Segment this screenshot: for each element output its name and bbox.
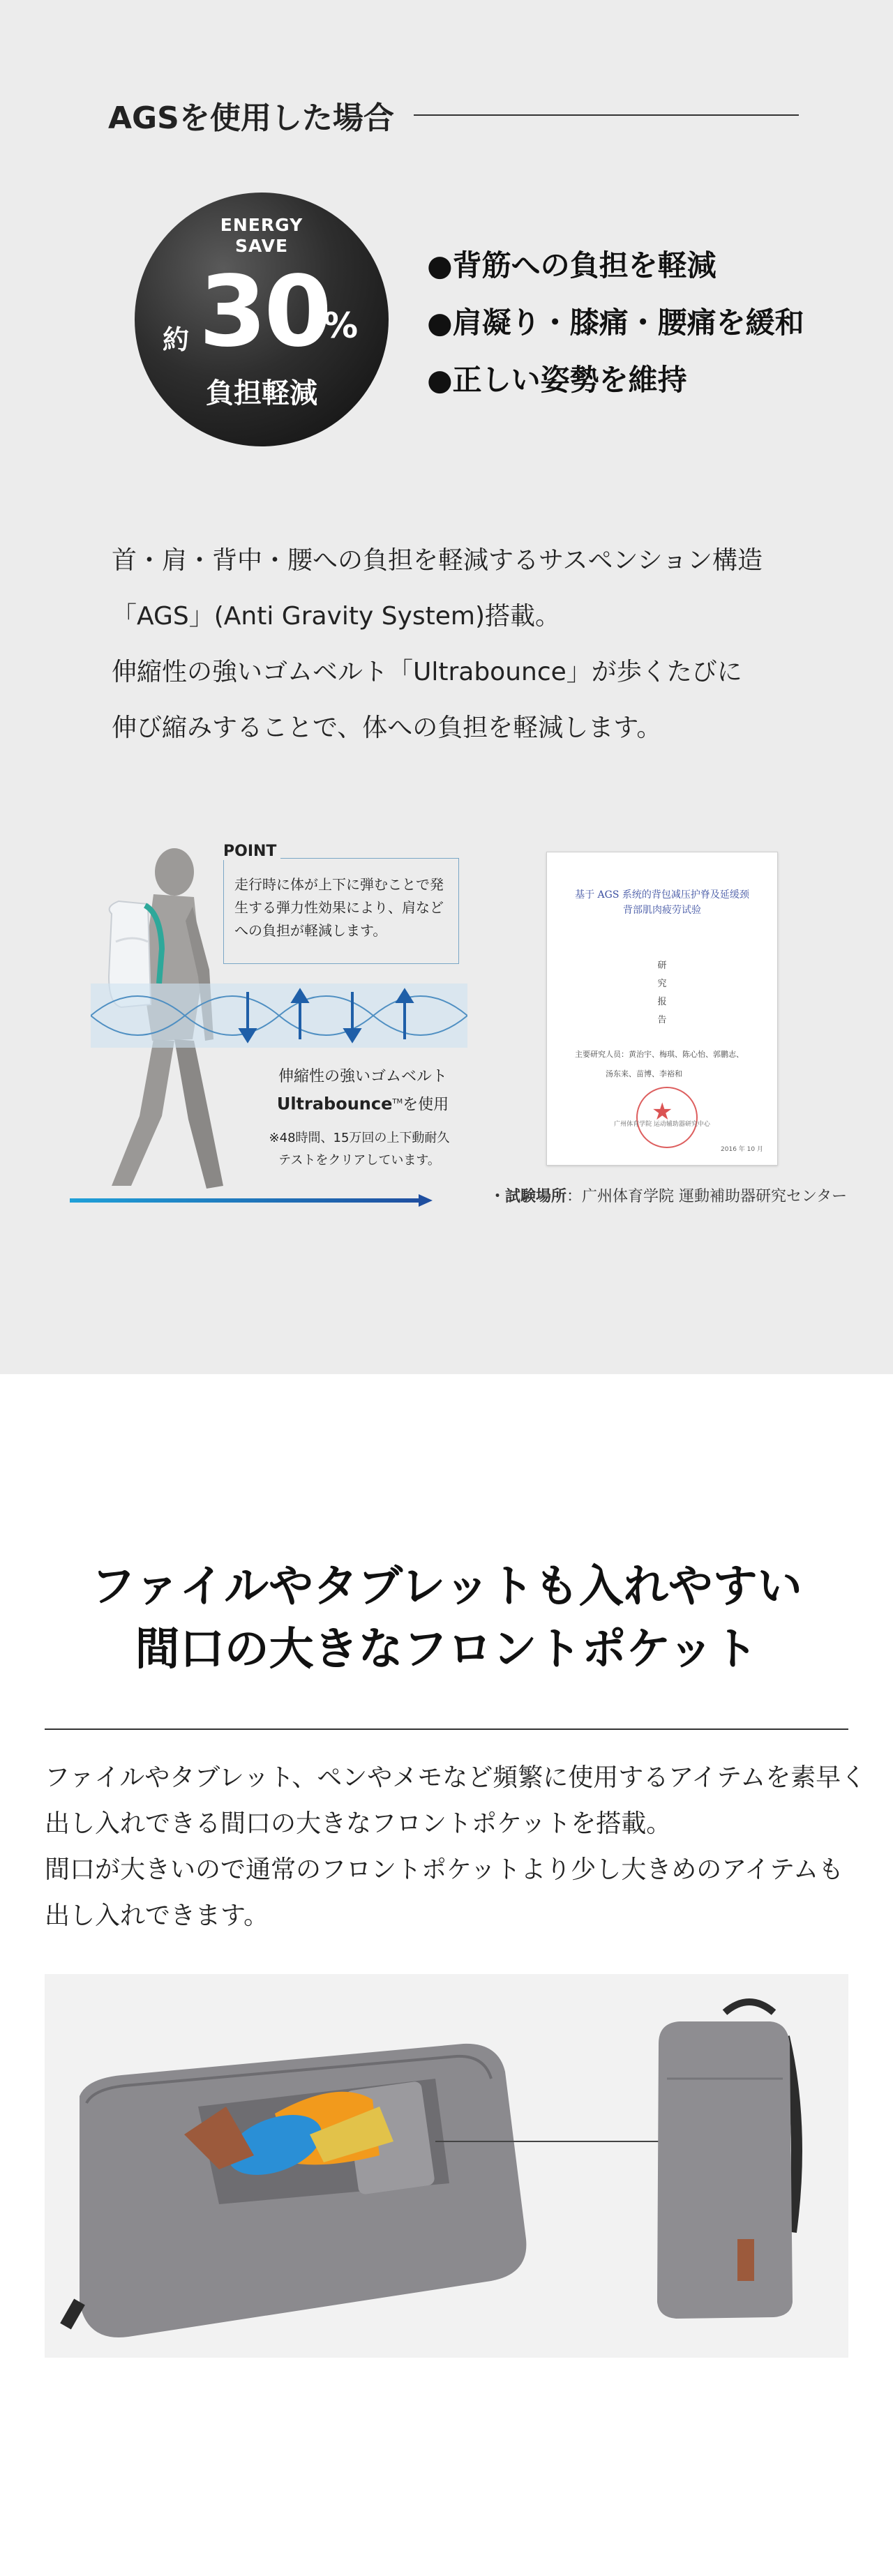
ags-description-line: 伸縮性の強いゴムベルト「Ultrabounce」が歩くたびに bbox=[112, 658, 742, 686]
seal-star-icon: ★ bbox=[652, 1098, 673, 1126]
benefit-item: ●肩凝り・膝痛・腰痛を緩和 bbox=[427, 306, 804, 340]
heading-divider bbox=[414, 114, 799, 116]
pocket-title-line2: 間口の大きなフロントポケット bbox=[135, 1624, 758, 1675]
badge-caption: 負担軽減 bbox=[206, 377, 317, 409]
badge-energy-save bbox=[135, 215, 389, 257]
benefit-list bbox=[427, 237, 804, 409]
ags-description-line: 首・肩・背中・腰への負担を軽減するサスペンション構造 bbox=[112, 546, 763, 575]
report-institute: 广州体育学院 运动辅助器研究中心 bbox=[614, 1121, 710, 1128]
report-authors bbox=[575, 1045, 756, 1084]
report-title-line1: 基于 AGS 系统的背包减压护脊及延缓颈 bbox=[575, 889, 749, 901]
ags-description-line: 「AGS」(Anti Gravity System)搭載。 bbox=[112, 602, 561, 631]
pocket-description-line: 出し入れできる間口の大きなフロントポケットを搭載。 bbox=[45, 1809, 672, 1838]
belt-line2 bbox=[258, 1090, 467, 1117]
report-authors-line1: 主要研究人员：黄治宇、梅琪、陈心怡、郭鹏志、 bbox=[575, 1050, 744, 1059]
research-report-document bbox=[546, 852, 778, 1166]
report-vertical-title bbox=[547, 957, 777, 1030]
badge-energy-line2: SAVE bbox=[234, 236, 289, 256]
walking-diagram bbox=[70, 837, 460, 1214]
report-title bbox=[561, 887, 763, 918]
bounce-wave-graphic bbox=[91, 984, 467, 1048]
pocket-description-line: 間口が大きいので通常のフロントポケットより少し大きめのアイテムも bbox=[45, 1855, 844, 1884]
backpack-photo-illustration bbox=[45, 1974, 848, 2358]
report-authors-line2: 汤东来、苗博、李裕和 bbox=[606, 1069, 682, 1078]
ags-heading bbox=[108, 98, 799, 136]
point-text: 走行時に体が上下に弾むことで発生する弾力性効果により、肩などへの負担が軽減します。 bbox=[234, 876, 444, 939]
belt-trademark: TM bbox=[392, 1098, 403, 1106]
belt-line1: 伸縮性の強いゴムベルト bbox=[278, 1068, 447, 1085]
badge-energy-line1: ENERGY bbox=[220, 215, 303, 235]
report-vertical-char: 报 bbox=[657, 997, 667, 1007]
test-location-label: ・試験場所 bbox=[490, 1188, 567, 1205]
badge-percent: % bbox=[323, 306, 359, 346]
report-date: 2016 年 10 月 bbox=[721, 1146, 763, 1153]
forward-arrow bbox=[70, 1193, 433, 1208]
durability-note-line1: ※48時間、15万回の上下動耐久 bbox=[269, 1131, 450, 1145]
belt-text bbox=[258, 1064, 467, 1117]
badge-approx: 約 bbox=[163, 324, 190, 355]
front-pocket-product-photo bbox=[45, 1974, 848, 2358]
point-label: POINT bbox=[219, 843, 280, 860]
report-title-line2: 背部肌肉疲劳试验 bbox=[623, 905, 701, 916]
durability-note-line2: テストをクリアしています。 bbox=[278, 1153, 440, 1168]
ags-heading-text: AGSを使用した場合 bbox=[108, 100, 394, 136]
test-location-value: ：广州体育学院 運動補助器研究センター bbox=[566, 1188, 848, 1205]
ags-description-line: 伸び縮みすることで、体への負担を軽減します。 bbox=[112, 714, 662, 742]
report-vertical-char: 告 bbox=[657, 1015, 667, 1025]
pocket-description bbox=[45, 1755, 866, 1939]
pocket-description-line: ファイルやタブレット、ペンやメモなど頻繁に使用するアイテムを素早く bbox=[45, 1763, 866, 1792]
pocket-divider bbox=[45, 1728, 848, 1730]
test-location bbox=[490, 1184, 847, 1206]
benefit-item: ●正しい姿勢を維持 bbox=[427, 363, 687, 397]
benefit-item: ●背筋への負担を軽減 bbox=[427, 248, 716, 283]
energy-save-badge bbox=[135, 193, 389, 446]
report-vertical-char: 研 bbox=[657, 961, 667, 971]
badge-number: 30 bbox=[199, 255, 329, 369]
pocket-description-line: 出し入れできます。 bbox=[45, 1901, 269, 1930]
belt-suffix: を使用 bbox=[403, 1096, 449, 1114]
report-vertical-char: 究 bbox=[657, 979, 667, 989]
belt-brand: Ultrabounce bbox=[276, 1094, 393, 1114]
ags-description bbox=[112, 533, 795, 756]
durability-note bbox=[244, 1127, 474, 1172]
pocket-title bbox=[0, 1556, 893, 1681]
pocket-title-line1: ファイルやタブレットも入れやすい bbox=[91, 1561, 802, 1613]
